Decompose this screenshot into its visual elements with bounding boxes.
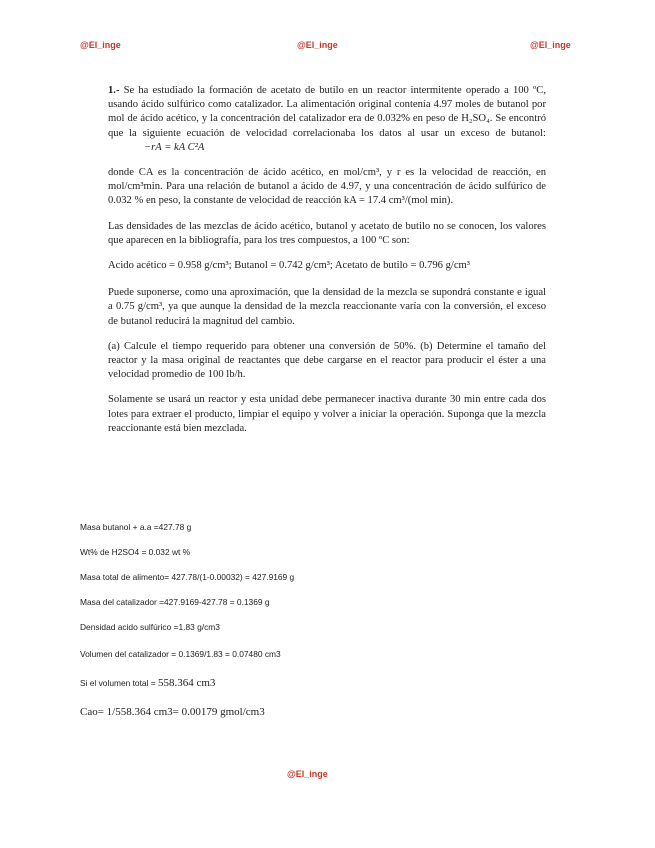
problem-densities: Acido acético = 0.958 g/cm³; Butanol = 0.742 g/cm³; Acetato de butilo = 0.796 g/cm³ [108,260,470,272]
problem-intro-text: Se ha estudiado la formación de acetato de butilo en un reactor intermitente operado a 100 ºC, usando ácido sulfúrico como catalizador. La alimentación original contenía 4.97 moles de butanol por mol de ácido acético, y la concentración del catalizador era de 0.032% en peso de H₂SO₄. Se encontró que la siguiente ecuación de velocidad correlacionaba los datos al usar un exceso de butanol: [108,85,546,139]
header-watermark-center: @El_inge [297,40,338,50]
footer-watermark: @El_inge [287,769,328,779]
work-line-7 [80,677,215,689]
work-line-6: Volumen del catalizador = 0.1369/1.83 = 0.07480 cm3 [80,649,281,659]
work-line-7-label: Si el volumen total = [80,678,158,688]
rate-equation: −rA = kA C²A [144,141,205,153]
problem-statement [108,84,546,447]
problem-paragraph-2: donde CA es la concentración de ácido acético, en mol/cm³, y r es la velocidad de reacción, en mol/cm³min. Para una relación de butanol a ácido de 4.97, y una concentración de ácido sulfúrico de 0.032 % en peso, la constante de velocidad de reacción kA = 17.4 cm³/(mol min). [108,167,546,207]
work-line-3: Masa total de alimento= 427.78/(1-0.00032) = 427.9169 g [80,572,295,582]
problem-paragraph-6: (a) Calcule el tiempo requerido para obtener una conversión de 50%. (b) Determine el tamaño del reactor y la masa original de reactantes que debe cargarse en el reactor para producir el éster a una velocidad promedio de 100 lb/h. [108,340,546,381]
work-line-2: Wt% de H2SO4 = 0.032 wt % [80,547,191,557]
problem-number: 1.- [108,85,120,96]
problem-paragraph-7: Solamente se usará un reactor y esta unidad debe permanecer inactiva durante 30 min entre cada dos lotes para extraer el producto, limpiar el equipo y volver a iniciar la operación. Suponga que la mezcla reaccionante está bien mezclada. [108,394,546,434]
header-watermark-left: @El_inge [80,40,121,50]
problem-paragraph-3: Las densidades de las mezclas de ácido acético, butanol y acetato de butilo no se conocen, los valores que aparecen en la bibliografía, para los tres compuestos, a 100 ºC son: [108,220,546,246]
work-line-4: Masa del catalizador =427.9169-427.78 = 0.1369 g [80,597,270,607]
work-line-7-value: 558.364 cm3 [157,677,216,689]
work-line-5: Densidad acido sulfúrico =1.83 g/cm3 [80,622,220,632]
work-line-8: Cao= 1/558.364 cm3= 0.00179 gmol/cm3 [80,706,265,718]
problem-paragraph-5: Puede suponerse, como una aproximación, que la densidad de la mezcla se supondrá constante e igual a 0.75 g/cm³, ya que aunque la densidad de la mezcla reaccionante varía con la conversión, el exceso de butanol reducirá la magnitud del cambio. [108,287,546,327]
problem-paragraph-1 [108,84,546,155]
work-line-1: Masa butanol + a.a =427.78 g [80,522,192,532]
header-watermark-right: @El_inge [530,40,571,50]
